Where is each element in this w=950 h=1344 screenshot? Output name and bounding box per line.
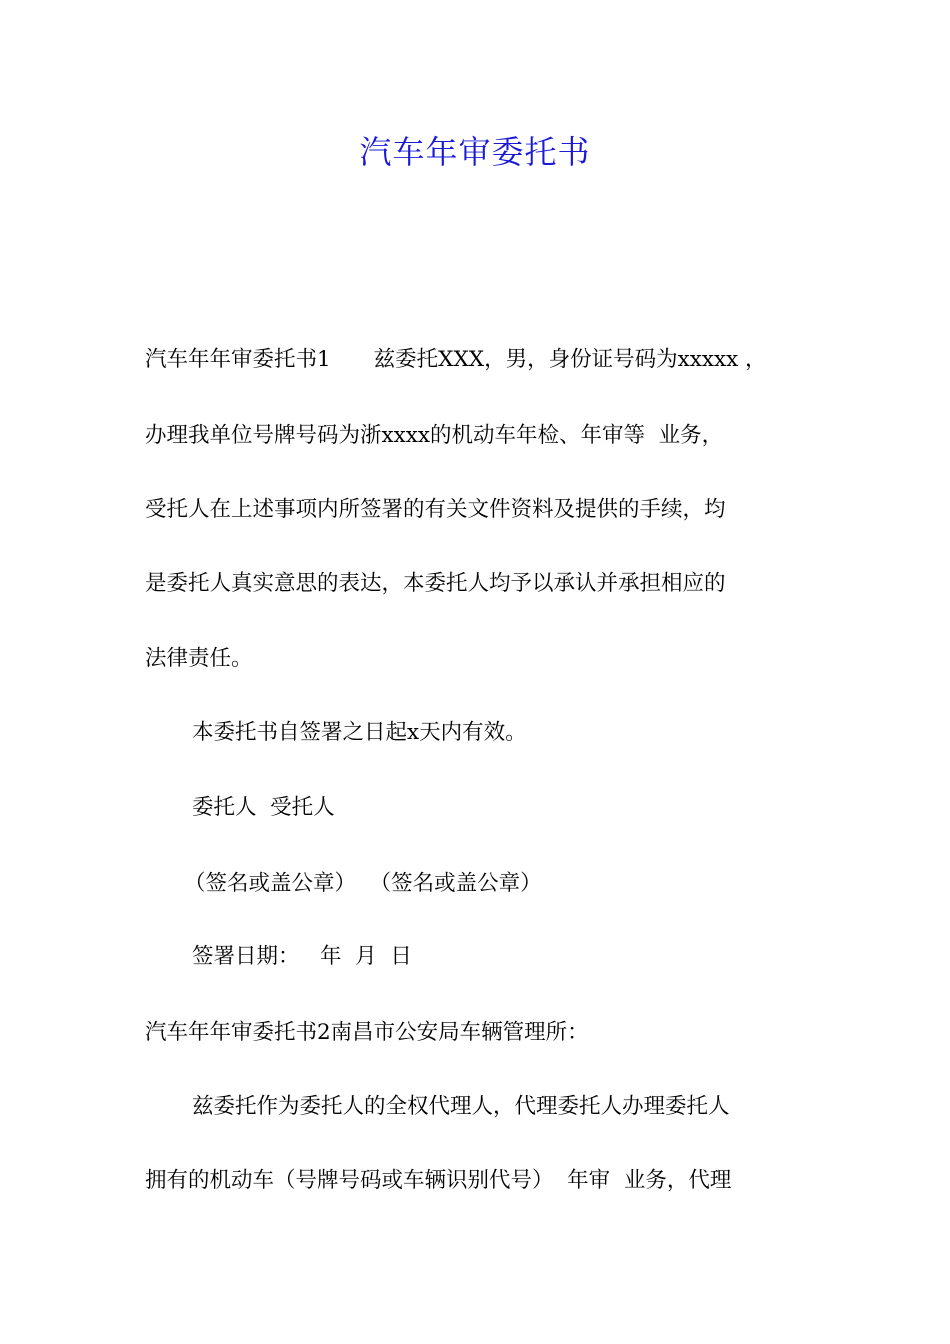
sign-date-line: 签署日期： 年 月 日	[192, 944, 412, 969]
signature-note-line: （签名或盖公章） （签名或盖公章）	[184, 871, 542, 896]
paragraph-line: 法律责任。	[145, 646, 253, 671]
section-heading-line: 汽车年年审委托书2南昌市公安局车辆管理所：	[145, 1020, 589, 1045]
signatories-line: 委托人 受托人	[192, 795, 335, 820]
paragraph-line: 受托人在上述事项内所签署的有关文件资料及提供的手续，均	[145, 497, 726, 522]
document-title: 汽车年审委托书	[359, 133, 591, 171]
paragraph-line: 兹委托作为委托人的全权代理人，代理委托人办理委托人	[192, 1094, 730, 1119]
paragraph-line: 汽车年年审委托书1 兹委托XXX，男，身份证号码为xxxxx ，	[145, 347, 767, 372]
validity-line: 本委托书自签署之日起x天内有效。	[192, 720, 527, 745]
paragraph-line: 办理我单位号牌号码为浙xxxx的机动车年检、年审等 业务，	[145, 423, 724, 448]
paragraph-line: 是委托人真实意思的表达，本委托人均予以承认并承担相应的	[145, 571, 726, 596]
paragraph-line: 拥有的机动车（号牌号码或车辆识别代号） 年审 业务，代理	[145, 1168, 732, 1193]
